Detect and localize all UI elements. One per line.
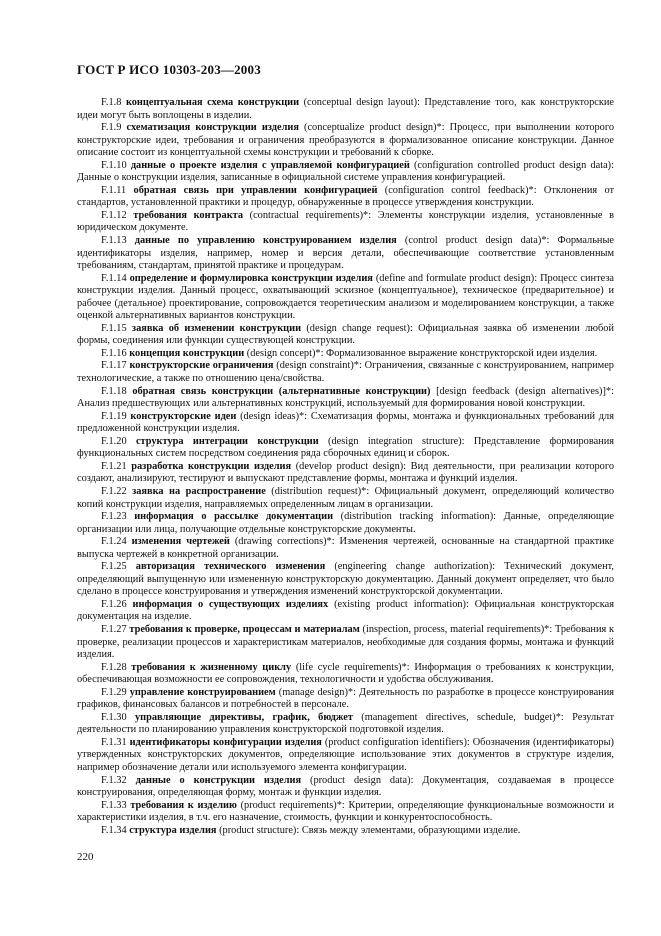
glossary-entry bbox=[77, 536, 614, 561]
glossary-entry bbox=[77, 97, 614, 122]
entry-term: схематизация конструкции изделия bbox=[126, 122, 299, 134]
entry-definition: (product structure): Связь между элементами, образующими изделие. bbox=[216, 824, 521, 836]
entry-term: конструкторские ограничения bbox=[129, 360, 274, 372]
entry-definition: (engineering change authorization): Технический документ, определяющий выпущенную или измененную конструкторскую документацию. Данный документ определяет, что было сделано в процессе конструирования и утверждения изменений конструкторской документации. bbox=[77, 561, 614, 598]
glossary-entry bbox=[77, 360, 614, 385]
glossary-entry bbox=[77, 461, 614, 486]
entry-term: информация о существующих изделиях bbox=[132, 598, 329, 610]
entry-term: концепция конструкции bbox=[129, 347, 245, 359]
glossary-entry bbox=[77, 411, 614, 436]
entry-term: обратная связь конструкции (альтернативные конструкции) bbox=[132, 385, 431, 397]
entry-number: F.1.13 bbox=[101, 235, 127, 247]
entry-term: управляющие директивы, график, бюджет bbox=[134, 711, 353, 723]
entry-term: обратная связь при управлении конфигурацией bbox=[133, 184, 378, 196]
entry-definition: (existing product information): Официальная конструкторская документация на изделие. bbox=[77, 598, 614, 623]
glossary-entry bbox=[77, 662, 614, 687]
entry-term: требования к изделию bbox=[130, 799, 237, 811]
entry-number: F.1.22 bbox=[101, 485, 127, 497]
entry-term: данные по управлению конструированием изделия bbox=[134, 235, 397, 247]
entry-definition: (product configuration identifiers): Обозначения (идентификаторы) утвержденных конструкторских документов, определяющие использование этих документов в структуре изделия, например обозначение детали или используемого элемента конфигурации. bbox=[77, 736, 614, 773]
glossary-entry bbox=[77, 800, 614, 825]
entry-number: F.1.17 bbox=[101, 360, 127, 372]
entry-definition: (design ideas)*: Схематизация формы, монтажа и функциональных требований для предложенной конструкции изделия. bbox=[77, 410, 614, 435]
entry-number: F.1.14 bbox=[101, 272, 127, 284]
document-header: ГОСТ Р ИСО 10303-203—2003 bbox=[77, 62, 261, 77]
entry-term: информация о рассылке документации bbox=[134, 511, 334, 523]
entry-definition: (manage design)*: Деятельность по разработке в процессе конструирования графиков, финансовых балансов и потребностей в персонале. bbox=[77, 686, 615, 711]
glossary-entry bbox=[77, 511, 614, 536]
entry-definition: (control product design data)*: Формальные идентификаторы изделия, например, номер и версия детали, обеспечивающие соответствие установленным требованиям, стандартам, принятой практике и процедурам. bbox=[77, 235, 614, 272]
entry-number: F.1.18 bbox=[101, 385, 127, 397]
entry-number: F.1.28 bbox=[101, 661, 127, 673]
entry-number: F.1.33 bbox=[101, 799, 127, 811]
entry-term: требования контракта bbox=[133, 209, 244, 221]
page-number: 220 bbox=[77, 851, 94, 863]
entry-term: структура изделия bbox=[129, 824, 217, 836]
entry-term: идентификаторы конфигурации изделия bbox=[129, 736, 322, 748]
entry-number: F.1.20 bbox=[101, 435, 127, 447]
entry-definition: (design change request): Официальная заявка об изменении любой формы, соединения или функции существующей конструкции. bbox=[77, 322, 614, 347]
entry-number: F.1.25 bbox=[101, 561, 127, 573]
entry-definition: (conceptualize product design)*: Процесс, при выполнении которого конструкторские идеи, требования и ограничения преобразуются в формализованное описание конструкции. Данное описание состоит из концептуальной схемы конструкции и требований к сборке. bbox=[77, 122, 614, 159]
glossary-entry bbox=[77, 210, 614, 235]
glossary-entry bbox=[77, 386, 614, 411]
entry-number: F.1.24 bbox=[101, 536, 127, 548]
glossary-entry bbox=[77, 348, 614, 361]
entry-number: F.1.12 bbox=[101, 209, 127, 221]
entry-term: требования к проверке, процессам и материалам bbox=[129, 623, 360, 635]
entry-definition: (develop product design): Вид деятельности, при реализации которого создают, анализируют, тестируют и выпускают представление формы, монтажа и функций изделия. bbox=[77, 460, 614, 485]
glossary-entry bbox=[77, 624, 614, 662]
entry-number: F.1.15 bbox=[101, 322, 127, 334]
glossary-entry bbox=[77, 160, 614, 185]
entry-term: заявка об изменении конструкции bbox=[131, 322, 302, 334]
entry-definition: (configuration controlled product design data): Данные о конструкции изделия, записанные в официальной системе управления конфигурацией. bbox=[77, 159, 614, 184]
entry-number: F.1.16 bbox=[101, 347, 127, 359]
glossary-entries bbox=[77, 97, 614, 837]
entry-definition: (life cycle requirements)*: Информация о требованиях к конструкции, обеспечивающая возможности ее сопровождения, технологичности и удобства обслуживания. bbox=[77, 661, 615, 686]
entry-definition: (configuration control feedback)*: Отклонения от стандартов, установленной практики и процедур, обнаруженные в процессе утверждения конструкции. bbox=[77, 184, 614, 209]
entry-term: заявка на распространение bbox=[132, 485, 266, 497]
entry-term: данные о конструкции изделия bbox=[135, 774, 302, 786]
entry-term: определение и формулировка конструкции изделия bbox=[129, 272, 373, 284]
entry-definition: (product design data): Документация, создаваемая в процессе конструирования, определяющая форму, монтаж и функции изделия. bbox=[77, 774, 615, 799]
entry-definition: (design integration structure): Представление формирования функциональных систем посредством соединения ряда сборочных единиц и сборок. bbox=[77, 435, 615, 460]
entry-number: F.1.34 bbox=[101, 824, 127, 836]
glossary-entry bbox=[77, 687, 614, 712]
glossary-entry bbox=[77, 273, 614, 323]
entry-definition: (define and formulate product design): Процесс синтеза конструкции изделия. Данный процесс, охватывающий эскизное (концептуальное), техническое (предварительное) и рабочее (детальное) проектирование, сопровождается теоретическим анализом и моделированием конструкции, а также оценкой альтернативных вариантов конструкции. bbox=[77, 272, 614, 322]
entry-definition: (management directives, schedule, budget)*: Результат деятельности по планированию управления конструкторской подготовкой изделия. bbox=[77, 711, 614, 736]
glossary-entry bbox=[77, 235, 614, 273]
entry-term: авторизация технического изменения bbox=[135, 561, 326, 573]
entry-number: F.1.10 bbox=[101, 159, 127, 171]
entry-number: F.1.32 bbox=[101, 774, 127, 786]
entry-term: структура интеграции конструкции bbox=[135, 435, 319, 447]
glossary-entry bbox=[77, 825, 614, 838]
entry-definition: (contractual requirements)*: Элементы конструкции изделия, установленные в юридическом документе. bbox=[77, 209, 614, 234]
entry-term: конструкторские идеи bbox=[130, 410, 237, 422]
entry-definition: [design feedback (design alternatives)]*: Анализ предшествующих или альтернативных конструкций, используемый для формирования новой конструкции. bbox=[77, 385, 614, 410]
entry-number: F.1.30 bbox=[101, 711, 127, 723]
entry-definition: (drawing corrections)*: Изменения чертежей, основанные на стандартной практике выпуска чертежей в конкретной организации. bbox=[77, 536, 614, 560]
entry-number: F.1.23 bbox=[101, 511, 127, 523]
glossary-entry bbox=[77, 561, 614, 599]
entry-definition: (design concept)*: Формализованное выражение конструкторской идеи изделия. bbox=[244, 347, 598, 359]
glossary-entry bbox=[77, 323, 614, 348]
entry-number: F.1.8 bbox=[101, 97, 122, 108]
entry-definition: (distribution request)*: Официальный документ, определяющий количество копий конструкции изделия, направляемых определенным лицам в организации. bbox=[77, 485, 614, 510]
glossary-entry bbox=[77, 486, 614, 511]
entry-definition: (distribution tracking information): Данные, определяющие организации или лица, получающие отдельные конструкторские документы. bbox=[77, 511, 614, 535]
entry-term: управление конструированием bbox=[129, 686, 276, 698]
entry-number: F.1.27 bbox=[101, 623, 127, 635]
entry-term: концептуальная схема конструкции bbox=[125, 97, 300, 108]
entry-number: F.1.11 bbox=[101, 184, 127, 196]
glossary-entry bbox=[77, 712, 614, 737]
entry-term: разработка конструкции изделия bbox=[131, 460, 292, 472]
entry-definition: (product requirements)*: Критерии, определяющие функциональные возможности и характеристики изделия, в т.ч. его назначение, стоимость, функции и конкурентоспособность. bbox=[77, 799, 615, 824]
glossary-entry bbox=[77, 185, 614, 210]
entry-number: F.1.31 bbox=[101, 736, 127, 748]
glossary-entry bbox=[77, 775, 614, 800]
glossary-entry bbox=[77, 436, 614, 461]
glossary-entry bbox=[77, 599, 614, 624]
entry-number: F.1.19 bbox=[101, 410, 127, 422]
entry-term: данные о проекте изделия с управляемой конфигурацией bbox=[130, 159, 410, 171]
entry-number: F.1.21 bbox=[101, 460, 127, 472]
glossary-entry bbox=[77, 122, 614, 160]
glossary-entry bbox=[77, 737, 614, 775]
entry-definition: (conceptual design layout): Представление того, как конструкторские идеи могут быть воплощены в изделии. bbox=[77, 97, 614, 121]
entry-number: F.1.29 bbox=[101, 686, 127, 698]
entry-term: требования к жизненному циклу bbox=[131, 661, 292, 673]
entry-term: изменения чертежей bbox=[131, 536, 230, 548]
entry-number: F.1.26 bbox=[101, 598, 127, 610]
entry-definition: (inspection, process, material requirements)*: Требования к проверке, реализации процессов и характеристикам материалов, необходимые для создания формы, монтажа и функций изделия. bbox=[77, 623, 614, 661]
entry-number: F.1.9 bbox=[101, 122, 122, 134]
entry-definition: (design constraint)*: Ограничения, связанные с конструированием, например технологические, а также по отношению цена/свойства. bbox=[77, 360, 614, 385]
